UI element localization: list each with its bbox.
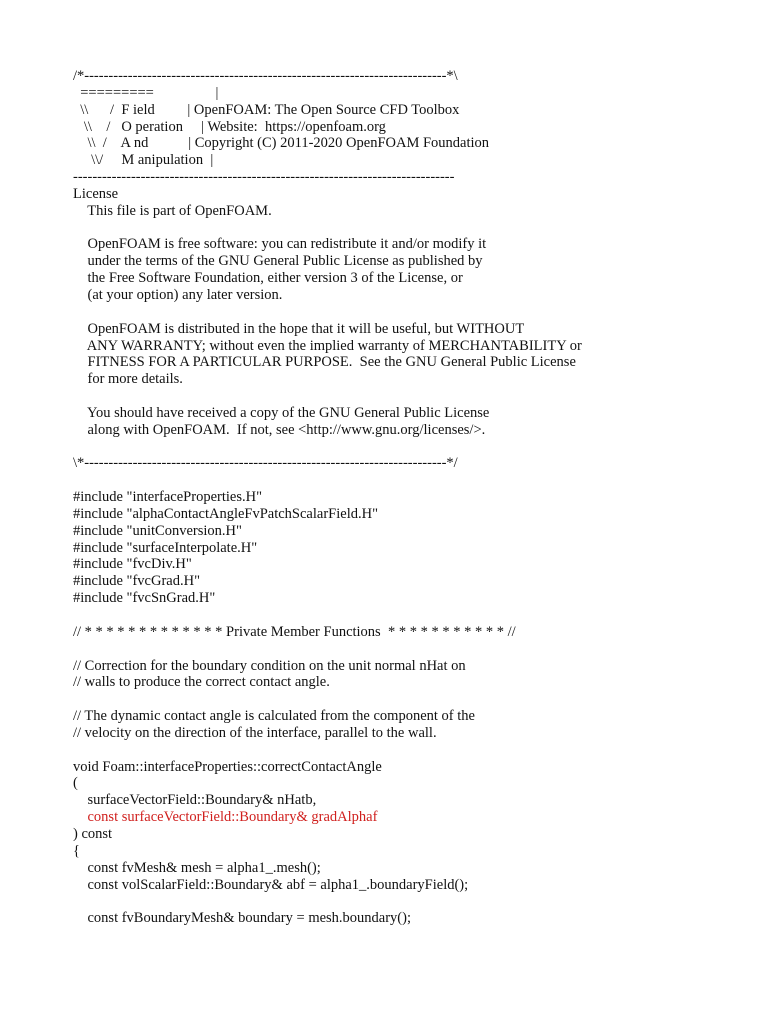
code-line: OpenFOAM is free software: you can redistribute it and/or modify it	[73, 236, 487, 253]
comment-line: // Correction for the boundary condition on the unit normal nHat on	[73, 657, 466, 674]
code-line: surfaceVectorField::Boundary& nHatb,	[73, 792, 317, 809]
comment-line: // walls to produce the correct contact angle.	[73, 674, 330, 691]
blank-line	[73, 220, 733, 237]
code-line: License	[73, 185, 119, 202]
blank-line	[73, 641, 733, 658]
code-line: const fvBoundaryMesh& boundary = mesh.boundary();	[73, 910, 411, 927]
code-line: const fvMesh& mesh = alpha1_.mesh();	[73, 859, 321, 876]
code-line: the Free Software Foundation, either version 3 of the License, or	[73, 270, 463, 287]
include-line: #include "surfaceInterpolate.H"	[73, 539, 258, 556]
comment-line: // velocity on the direction of the interface, parallel to the wall.	[73, 724, 437, 741]
blank-line	[73, 304, 733, 321]
blank-line	[73, 742, 733, 759]
code-line: This file is part of OpenFOAM.	[73, 202, 272, 219]
comment-line: // The dynamic contact angle is calculated from the component of the	[73, 708, 475, 725]
code-line: \\/ M anipulation |	[73, 152, 214, 169]
code-line: under the terms of the GNU General Public License as published by	[73, 253, 483, 270]
code-line: along with OpenFOAM. If not, see <http://www.gnu.org/licenses/>.	[73, 421, 486, 438]
include-line: #include "fvcSnGrad.H"	[73, 590, 216, 607]
blank-line	[73, 607, 733, 624]
code-line: (at your option) any later version.	[73, 286, 283, 303]
code-line: {	[73, 842, 80, 859]
code-line: for more details.	[73, 371, 183, 388]
code-line: \\ / A nd | Copyright (C) 2011-2020 OpenFOAM Foundation	[73, 135, 490, 152]
blank-line	[73, 472, 733, 489]
comment-line: // * * * * * * * * * * * * * Private Member Functions * * * * * * * * * * * //	[73, 623, 516, 640]
rule-line: -------------------------------------------------------------------------------	[73, 169, 455, 186]
blank-line	[73, 893, 733, 910]
code-line: const volScalarField::Boundary& abf = alpha1_.boundaryField();	[73, 876, 469, 893]
code-line: ANY WARRANTY; without even the implied warranty of MERCHANTABILITY or	[73, 337, 582, 354]
include-line: #include "interfaceProperties.H"	[73, 489, 262, 506]
blank-line	[73, 691, 733, 708]
highlighted-code-line: const surfaceVectorField::Boundary& gradAlphaf	[73, 809, 378, 826]
include-line: #include "unitConversion.H"	[73, 522, 242, 539]
code-line: \\ / O peration | Website: https://openfoam.org	[73, 118, 386, 135]
code-line: OpenFOAM is distributed in the hope that it will be useful, but WITHOUT	[73, 320, 525, 337]
code-line: (	[73, 775, 78, 792]
blank-line	[73, 439, 733, 456]
code-line: ) const	[73, 825, 113, 842]
rule-line: /*---------------------------------------------------------------------------*\	[73, 68, 458, 84]
source-code-document	[73, 68, 733, 927]
code-line: void Foam::interfaceProperties::correctContactAngle	[73, 758, 382, 775]
code-line: \\ / F ield | OpenFOAM: The Open Source CFD Toolbox	[73, 101, 460, 118]
code-line: FITNESS FOR A PARTICULAR PURPOSE. See the GNU General Public License	[73, 354, 576, 371]
rule-line: \*---------------------------------------------------------------------------*/	[73, 455, 458, 472]
include-line: #include "fvcDiv.H"	[73, 556, 192, 573]
blank-line	[73, 388, 733, 405]
include-line: #include "fvcGrad.H"	[73, 573, 200, 590]
code-line: You should have received a copy of the GNU General Public License	[73, 404, 490, 421]
code-line: ========= |	[73, 84, 219, 101]
include-line: #include "alphaContactAngleFvPatchScalarField.H"	[73, 505, 378, 522]
